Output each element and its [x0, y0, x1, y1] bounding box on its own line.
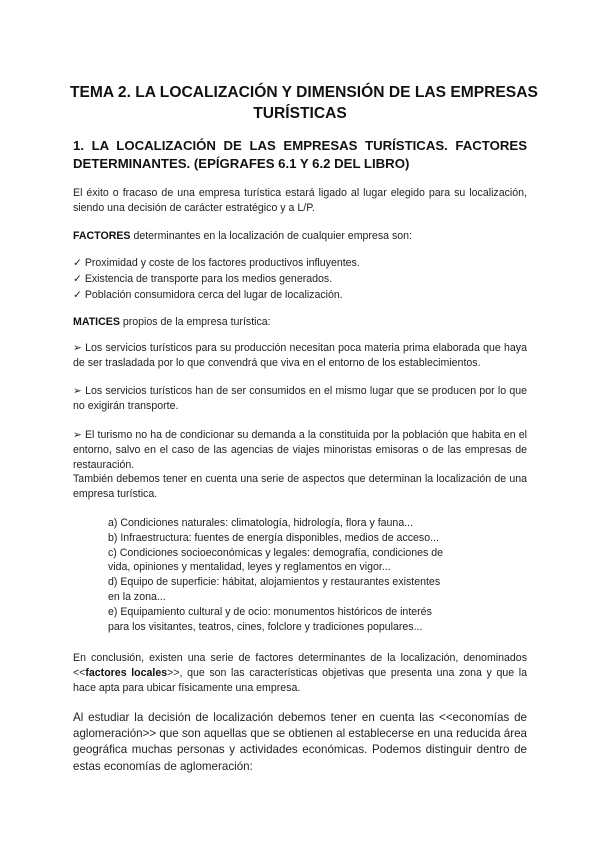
list-item: c) Condiciones socioeconómicas y legales: demografía, condiciones de: [108, 546, 444, 559]
list-item: ✓ Existencia de transporte para los medios generados.: [73, 273, 333, 285]
conclusion-pre: En conclusión, existen una serie de factores determinantes de la localización, denominados <<: [73, 652, 527, 679]
list-item: e) Equipamiento cultural y de ocio: monumentos históricos de interés: [108, 605, 432, 618]
list-item: en la zona...: [108, 590, 166, 603]
conclusion-post: >>, que son las características objetivas que presenta una zona y que la hace apta para ubicar físicamente una empresa.: [73, 667, 527, 694]
document-title: [70, 82, 538, 124]
list-item: para los visitantes, teatros, cines, folclore y tradiciones populares...: [108, 620, 423, 633]
factores-text: determinantes en la localización de cualquier empresa son:: [130, 230, 412, 242]
factores-list: [73, 255, 527, 303]
title-line-2: TURÍSTICAS: [253, 105, 347, 122]
conclusion-bold: factores locales: [85, 667, 168, 679]
factores-label: FACTORES: [73, 230, 131, 242]
list-item: ✓ Población consumidora cerca del lugar de localización.: [73, 289, 343, 301]
title-line-1: TEMA 2. LA LOCALIZACIÓN Y DIMENSIÓN DE LAS EMPRESAS: [70, 84, 538, 101]
matices-text: propios de la empresa turística:: [119, 316, 271, 328]
matices-intro: [73, 315, 527, 330]
section-1-heading: 1. LA LOCALIZACIÓN DE LAS EMPRESAS TURÍSTICAS. FACTORES DETERMINANTES. (EPÍGRAFES 6.1 Y 6.2 DEL LIBRO): [73, 138, 527, 171]
matices-item-2: ➢ Los servicios turísticos han de ser consumidos en el mismo lugar que se producen por lo que no exigirán transporte.: [73, 385, 527, 412]
factores-intro: [73, 229, 527, 244]
matices-label: MATICES: [73, 316, 120, 328]
list-item: a) Condiciones naturales: climatología, hidrología, flora y fauna...: [108, 517, 414, 529]
list-item: ✓ Proximidad y coste de los factores productivos influyentes.: [73, 257, 360, 269]
list-item: d) Equipo de superficie: hábitat, alojamientos y restaurantes existentes: [108, 576, 441, 589]
matices-item-1: ➢ Los servicios turísticos para su producción necesitan poca materia prima elaborada que haya de ser trasladada por lo que convendrá que viva en el entorno de los establecimientos.: [73, 342, 527, 369]
intro-paragraph: El éxito o fracaso de una empresa turística estará ligado al lugar elegido para su localización, siendo una decisión de carácter estratégico y a L/P.: [73, 187, 527, 214]
aglomeracion-paragraph: Al estudiar la decisión de localización debemos tener en cuenta las <<economías de aglomeración>> que son aquellas que se obtienen al establecerse en una reducida área geográfica muchas personas y actividades económicas. Podemos distinguir dentro de estas economías de aglomeración:: [73, 711, 527, 773]
matices-item-3: ➢ El turismo no ha de condicionar su demanda a la constituida por la población que habita en el entorno, salvo en el caso de las agencias de viajes minoristas emisoras o de las empresas de restauración.: [73, 429, 527, 471]
conclusion-paragraph: [73, 651, 527, 696]
aspectos-paragraph: También debemos tener en cuenta una serie de aspectos que determinan la localización de una empresa turística.: [73, 473, 527, 500]
aspectos-list: [108, 516, 478, 634]
list-item: vida, opiniones y mentalidad, leyes y reglamentos en vigor...: [108, 561, 391, 574]
list-item: b) Infraestructura: fuentes de energía disponibles, medios de acceso...: [108, 531, 439, 544]
